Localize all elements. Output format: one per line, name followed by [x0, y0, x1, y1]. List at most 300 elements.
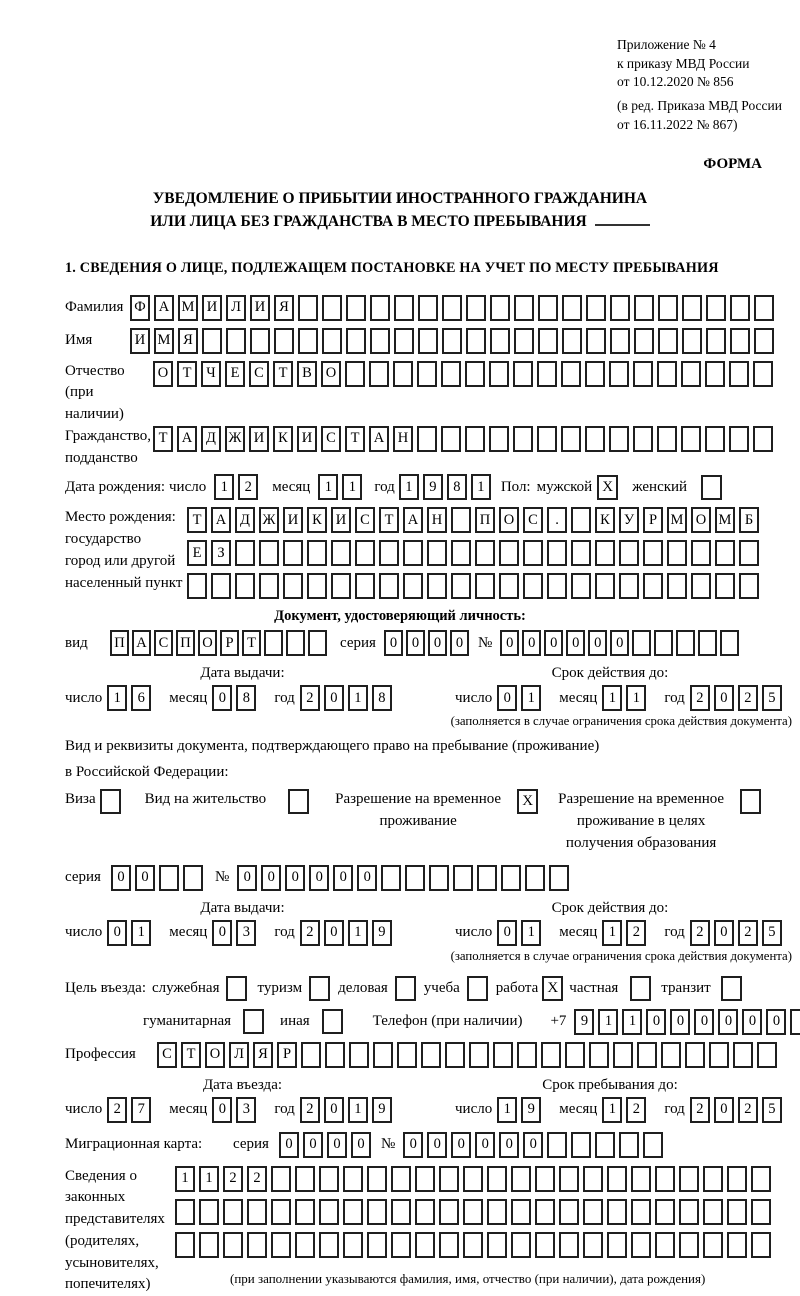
char-cell[interactable]: 0	[714, 685, 734, 711]
char-cell[interactable]: 9	[372, 920, 392, 946]
char-cell[interactable]	[586, 295, 606, 321]
char-cell[interactable]	[511, 1232, 531, 1258]
char-cell[interactable]	[453, 865, 473, 891]
char-cell[interactable]	[415, 1199, 435, 1225]
char-cell[interactable]	[367, 1199, 387, 1225]
char-cell[interactable]	[271, 1166, 291, 1192]
char-cell[interactable]: Т	[379, 507, 399, 533]
char-cell[interactable]	[703, 1166, 723, 1192]
char-cell[interactable]: 0	[303, 1132, 323, 1158]
char-cell[interactable]	[633, 361, 653, 387]
char-cell[interactable]: 0	[428, 630, 447, 656]
char-cell[interactable]: К	[595, 507, 615, 533]
char-cell[interactable]	[439, 1232, 459, 1258]
char-cell[interactable]	[631, 1232, 651, 1258]
char-cell[interactable]	[754, 328, 774, 354]
char-cell[interactable]	[730, 295, 750, 321]
char-cell[interactable]	[634, 295, 654, 321]
char-cell[interactable]	[226, 328, 246, 354]
char-cell[interactable]	[235, 540, 255, 566]
char-cell[interactable]	[715, 540, 735, 566]
purpose-private-checkbox[interactable]	[630, 976, 651, 1001]
char-cell[interactable]	[391, 1166, 411, 1192]
char-cell[interactable]	[463, 1199, 483, 1225]
char-cell[interactable]	[706, 328, 726, 354]
char-cell[interactable]	[681, 426, 701, 452]
char-cell[interactable]	[202, 328, 222, 354]
char-cell[interactable]: 2	[238, 474, 258, 500]
char-cell[interactable]	[381, 865, 401, 891]
char-cell[interactable]: 0	[212, 685, 232, 711]
char-cell[interactable]: 0	[475, 1132, 495, 1158]
char-cell[interactable]: 1	[348, 1097, 368, 1123]
char-cell[interactable]	[547, 1132, 567, 1158]
char-cell[interactable]: 0	[718, 1009, 738, 1035]
char-cell[interactable]: 0	[324, 1097, 344, 1123]
char-cell[interactable]	[355, 540, 375, 566]
char-cell[interactable]	[271, 1232, 291, 1258]
char-cell[interactable]: М	[178, 295, 198, 321]
char-cell[interactable]: И	[130, 328, 150, 354]
char-cell[interactable]	[561, 361, 581, 387]
char-cell[interactable]: 9	[521, 1097, 541, 1123]
char-cell[interactable]	[525, 865, 545, 891]
char-cell[interactable]	[379, 540, 399, 566]
char-cell[interactable]	[535, 1232, 555, 1258]
char-cell[interactable]	[367, 1232, 387, 1258]
char-cell[interactable]	[535, 1199, 555, 1225]
char-cell[interactable]	[417, 426, 437, 452]
char-cell[interactable]: 1	[348, 685, 368, 711]
char-cell[interactable]	[720, 630, 739, 656]
char-cell[interactable]: О	[499, 507, 519, 533]
char-cell[interactable]	[489, 361, 509, 387]
char-cell[interactable]: А	[132, 630, 151, 656]
char-cell[interactable]: С	[157, 1042, 177, 1068]
char-cell[interactable]: 2	[690, 685, 710, 711]
char-cell[interactable]: 8	[372, 685, 392, 711]
char-cell[interactable]	[487, 1166, 507, 1192]
char-cell[interactable]: И	[297, 426, 317, 452]
char-cell[interactable]	[439, 1199, 459, 1225]
char-cell[interactable]	[631, 1199, 651, 1225]
char-cell[interactable]	[477, 865, 497, 891]
char-cell[interactable]	[537, 426, 557, 452]
char-cell[interactable]: 1	[626, 685, 646, 711]
char-cell[interactable]	[517, 1042, 537, 1068]
char-cell[interactable]	[589, 1042, 609, 1068]
char-cell[interactable]: П	[475, 507, 495, 533]
char-cell[interactable]	[235, 573, 255, 599]
char-cell[interactable]	[729, 361, 749, 387]
char-cell[interactable]	[394, 328, 414, 354]
char-cell[interactable]	[523, 573, 543, 599]
char-cell[interactable]: Я	[274, 295, 294, 321]
char-cell[interactable]	[451, 573, 471, 599]
char-cell[interactable]	[607, 1199, 627, 1225]
char-cell[interactable]: 0	[327, 1132, 347, 1158]
char-cell[interactable]	[451, 540, 471, 566]
char-cell[interactable]	[682, 328, 702, 354]
char-cell[interactable]	[367, 1166, 387, 1192]
char-cell[interactable]	[657, 426, 677, 452]
char-cell[interactable]: 2	[107, 1097, 127, 1123]
char-cell[interactable]	[427, 540, 447, 566]
char-cell[interactable]: 8	[236, 685, 256, 711]
char-cell[interactable]	[511, 1199, 531, 1225]
char-cell[interactable]	[307, 573, 327, 599]
char-cell[interactable]	[451, 507, 471, 533]
char-cell[interactable]	[355, 573, 375, 599]
char-cell[interactable]	[405, 865, 425, 891]
char-cell[interactable]	[667, 573, 687, 599]
char-cell[interactable]	[757, 1042, 777, 1068]
char-cell[interactable]	[499, 573, 519, 599]
char-cell[interactable]	[183, 865, 203, 891]
char-cell[interactable]: 0	[714, 920, 734, 946]
char-cell[interactable]: 0	[357, 865, 377, 891]
char-cell[interactable]: 1	[602, 685, 622, 711]
char-cell[interactable]: 1	[622, 1009, 642, 1035]
purpose-study-checkbox[interactable]	[467, 976, 488, 1001]
char-cell[interactable]: 6	[131, 685, 151, 711]
char-cell[interactable]	[547, 573, 567, 599]
char-cell[interactable]: Т	[345, 426, 365, 452]
char-cell[interactable]	[442, 328, 462, 354]
char-cell[interactable]: 0	[285, 865, 305, 891]
char-cell[interactable]: 7	[131, 1097, 151, 1123]
char-cell[interactable]	[199, 1232, 219, 1258]
char-cell[interactable]	[657, 361, 677, 387]
char-cell[interactable]: А	[154, 295, 174, 321]
char-cell[interactable]	[691, 573, 711, 599]
char-cell[interactable]: 0	[333, 865, 353, 891]
male-checkbox[interactable]: X	[597, 475, 618, 500]
char-cell[interactable]: 0	[427, 1132, 447, 1158]
char-cell[interactable]	[421, 1042, 441, 1068]
char-cell[interactable]	[403, 540, 423, 566]
char-cell[interactable]	[583, 1232, 603, 1258]
char-cell[interactable]	[739, 540, 759, 566]
char-cell[interactable]: Ж	[259, 507, 279, 533]
char-cell[interactable]: 0	[714, 1097, 734, 1123]
char-cell[interactable]: 1	[131, 920, 151, 946]
char-cell[interactable]	[211, 573, 231, 599]
char-cell[interactable]	[679, 1232, 699, 1258]
char-cell[interactable]	[283, 540, 303, 566]
char-cell[interactable]: 1	[602, 920, 622, 946]
char-cell[interactable]	[427, 573, 447, 599]
char-cell[interactable]: С	[355, 507, 375, 533]
purpose-official-checkbox[interactable]	[226, 976, 247, 1001]
char-cell[interactable]	[349, 1042, 369, 1068]
char-cell[interactable]	[655, 1166, 675, 1192]
char-cell[interactable]: Ж	[225, 426, 245, 452]
char-cell[interactable]	[727, 1199, 747, 1225]
char-cell[interactable]: К	[273, 426, 293, 452]
char-cell[interactable]	[370, 328, 390, 354]
char-cell[interactable]	[562, 295, 582, 321]
char-cell[interactable]	[259, 573, 279, 599]
char-cell[interactable]: 0	[135, 865, 155, 891]
residence-permit-checkbox[interactable]	[288, 789, 309, 814]
char-cell[interactable]: С	[154, 630, 173, 656]
char-cell[interactable]	[417, 361, 437, 387]
char-cell[interactable]	[271, 1199, 291, 1225]
char-cell[interactable]: 1	[497, 1097, 517, 1123]
char-cell[interactable]	[463, 1232, 483, 1258]
char-cell[interactable]: 0	[566, 630, 585, 656]
char-cell[interactable]	[634, 328, 654, 354]
char-cell[interactable]: Ф	[130, 295, 150, 321]
char-cell[interactable]: 2	[690, 1097, 710, 1123]
char-cell[interactable]: 0	[212, 920, 232, 946]
char-cell[interactable]	[247, 1232, 267, 1258]
char-cell[interactable]	[487, 1199, 507, 1225]
char-cell[interactable]	[489, 426, 509, 452]
char-cell[interactable]: И	[250, 295, 270, 321]
char-cell[interactable]	[541, 1042, 561, 1068]
char-cell[interactable]	[562, 328, 582, 354]
char-cell[interactable]: 2	[247, 1166, 267, 1192]
char-cell[interactable]: 0	[237, 865, 257, 891]
char-cell[interactable]	[159, 865, 179, 891]
char-cell[interactable]: 2	[300, 920, 320, 946]
char-cell[interactable]: С	[523, 507, 543, 533]
char-cell[interactable]	[319, 1199, 339, 1225]
purpose-work-checkbox[interactable]: X	[542, 976, 563, 1001]
char-cell[interactable]	[790, 1009, 800, 1035]
char-cell[interactable]: В	[297, 361, 317, 387]
char-cell[interactable]	[475, 540, 495, 566]
char-cell[interactable]	[319, 1232, 339, 1258]
char-cell[interactable]	[679, 1199, 699, 1225]
char-cell[interactable]	[595, 540, 615, 566]
char-cell[interactable]	[295, 1166, 315, 1192]
char-cell[interactable]	[679, 1166, 699, 1192]
char-cell[interactable]: О	[321, 361, 341, 387]
char-cell[interactable]	[286, 630, 305, 656]
char-cell[interactable]: 0	[497, 920, 517, 946]
char-cell[interactable]	[346, 328, 366, 354]
char-cell[interactable]	[298, 328, 318, 354]
char-cell[interactable]	[632, 630, 651, 656]
purpose-other-checkbox[interactable]	[322, 1009, 343, 1034]
char-cell[interactable]: Е	[187, 540, 207, 566]
char-cell[interactable]	[445, 1042, 465, 1068]
char-cell[interactable]: Н	[393, 426, 413, 452]
char-cell[interactable]	[295, 1199, 315, 1225]
char-cell[interactable]: П	[110, 630, 129, 656]
char-cell[interactable]: 0	[544, 630, 563, 656]
female-checkbox[interactable]	[701, 475, 722, 500]
char-cell[interactable]: 9	[372, 1097, 392, 1123]
char-cell[interactable]: Я	[253, 1042, 273, 1068]
char-cell[interactable]: 0	[406, 630, 425, 656]
char-cell[interactable]: 0	[403, 1132, 423, 1158]
char-cell[interactable]	[730, 328, 750, 354]
char-cell[interactable]	[393, 361, 413, 387]
char-cell[interactable]: 0	[107, 920, 127, 946]
char-cell[interactable]	[667, 540, 687, 566]
char-cell[interactable]	[391, 1199, 411, 1225]
char-cell[interactable]	[751, 1199, 771, 1225]
char-cell[interactable]	[727, 1166, 747, 1192]
char-cell[interactable]: 2	[738, 1097, 758, 1123]
char-cell[interactable]	[187, 573, 207, 599]
char-cell[interactable]	[465, 426, 485, 452]
char-cell[interactable]: У	[619, 507, 639, 533]
char-cell[interactable]	[706, 295, 726, 321]
char-cell[interactable]	[715, 573, 735, 599]
char-cell[interactable]	[441, 361, 461, 387]
char-cell[interactable]: Я	[178, 328, 198, 354]
char-cell[interactable]: А	[211, 507, 231, 533]
char-cell[interactable]: 2	[626, 1097, 646, 1123]
char-cell[interactable]: Т	[273, 361, 293, 387]
char-cell[interactable]	[643, 540, 663, 566]
char-cell[interactable]	[415, 1232, 435, 1258]
char-cell[interactable]	[538, 328, 558, 354]
char-cell[interactable]: 1	[399, 474, 419, 500]
char-cell[interactable]	[298, 295, 318, 321]
char-cell[interactable]: 1	[199, 1166, 219, 1192]
char-cell[interactable]	[418, 328, 438, 354]
char-cell[interactable]: 0	[694, 1009, 714, 1035]
char-cell[interactable]	[613, 1042, 633, 1068]
char-cell[interactable]: 0	[384, 630, 403, 656]
char-cell[interactable]	[559, 1166, 579, 1192]
char-cell[interactable]	[585, 426, 605, 452]
char-cell[interactable]	[703, 1232, 723, 1258]
char-cell[interactable]	[609, 426, 629, 452]
char-cell[interactable]: 5	[762, 685, 782, 711]
char-cell[interactable]: 2	[223, 1166, 243, 1192]
char-cell[interactable]	[429, 865, 449, 891]
char-cell[interactable]	[343, 1199, 363, 1225]
char-cell[interactable]	[403, 573, 423, 599]
char-cell[interactable]: Т	[181, 1042, 201, 1068]
char-cell[interactable]	[595, 1132, 615, 1158]
char-cell[interactable]	[283, 573, 303, 599]
char-cell[interactable]	[346, 295, 366, 321]
char-cell[interactable]: 0	[646, 1009, 666, 1035]
char-cell[interactable]: И	[249, 426, 269, 452]
char-cell[interactable]: 8	[447, 474, 467, 500]
char-cell[interactable]	[691, 540, 711, 566]
char-cell[interactable]	[391, 1232, 411, 1258]
char-cell[interactable]	[441, 426, 461, 452]
char-cell[interactable]	[325, 1042, 345, 1068]
char-cell[interactable]: 3	[236, 920, 256, 946]
char-cell[interactable]: Н	[427, 507, 447, 533]
char-cell[interactable]: Р	[643, 507, 663, 533]
char-cell[interactable]	[633, 426, 653, 452]
char-cell[interactable]: 1	[175, 1166, 195, 1192]
char-cell[interactable]: 5	[762, 920, 782, 946]
char-cell[interactable]: 0	[451, 1132, 471, 1158]
char-cell[interactable]: 0	[309, 865, 329, 891]
char-cell[interactable]: 1	[521, 685, 541, 711]
char-cell[interactable]: 0	[588, 630, 607, 656]
char-cell[interactable]	[319, 1166, 339, 1192]
char-cell[interactable]	[559, 1232, 579, 1258]
char-cell[interactable]: Т	[177, 361, 197, 387]
char-cell[interactable]	[493, 1042, 513, 1068]
char-cell[interactable]: 0	[610, 630, 629, 656]
char-cell[interactable]	[514, 328, 534, 354]
char-cell[interactable]: 1	[107, 685, 127, 711]
char-cell[interactable]: Р	[277, 1042, 297, 1068]
char-cell[interactable]	[247, 1199, 267, 1225]
char-cell[interactable]: О	[153, 361, 173, 387]
char-cell[interactable]: 0	[670, 1009, 690, 1035]
char-cell[interactable]: Т	[153, 426, 173, 452]
char-cell[interactable]	[259, 540, 279, 566]
purpose-business-checkbox[interactable]	[395, 976, 416, 1001]
char-cell[interactable]	[331, 540, 351, 566]
char-cell[interactable]	[739, 573, 759, 599]
char-cell[interactable]	[343, 1166, 363, 1192]
char-cell[interactable]	[751, 1232, 771, 1258]
char-cell[interactable]	[727, 1232, 747, 1258]
char-cell[interactable]	[331, 573, 351, 599]
char-cell[interactable]	[466, 295, 486, 321]
char-cell[interactable]: 2	[738, 685, 758, 711]
char-cell[interactable]: 9	[423, 474, 443, 500]
char-cell[interactable]	[547, 540, 567, 566]
char-cell[interactable]: Д	[201, 426, 221, 452]
char-cell[interactable]: 0	[324, 685, 344, 711]
visa-checkbox[interactable]	[100, 789, 121, 814]
char-cell[interactable]	[676, 630, 695, 656]
char-cell[interactable]	[585, 361, 605, 387]
char-cell[interactable]: Т	[242, 630, 261, 656]
char-cell[interactable]	[345, 361, 365, 387]
char-cell[interactable]	[643, 1132, 663, 1158]
char-cell[interactable]	[583, 1166, 603, 1192]
char-cell[interactable]	[658, 295, 678, 321]
char-cell[interactable]: 0	[212, 1097, 232, 1123]
char-cell[interactable]: 1	[521, 920, 541, 946]
char-cell[interactable]	[439, 1166, 459, 1192]
char-cell[interactable]: М	[667, 507, 687, 533]
char-cell[interactable]	[487, 1232, 507, 1258]
char-cell[interactable]: 0	[261, 865, 281, 891]
char-cell[interactable]: А	[403, 507, 423, 533]
char-cell[interactable]	[751, 1166, 771, 1192]
char-cell[interactable]	[607, 1232, 627, 1258]
char-cell[interactable]: 0	[499, 1132, 519, 1158]
temp-residence-education-checkbox[interactable]	[740, 789, 761, 814]
char-cell[interactable]	[571, 1132, 591, 1158]
char-cell[interactable]: 1	[342, 474, 362, 500]
char-cell[interactable]: М	[715, 507, 735, 533]
purpose-humanitarian-checkbox[interactable]	[243, 1009, 264, 1034]
char-cell[interactable]	[643, 573, 663, 599]
char-cell[interactable]	[537, 361, 557, 387]
char-cell[interactable]	[559, 1199, 579, 1225]
char-cell[interactable]: 2	[626, 920, 646, 946]
char-cell[interactable]: И	[331, 507, 351, 533]
char-cell[interactable]	[223, 1232, 243, 1258]
temp-residence-checkbox[interactable]: X	[517, 789, 538, 814]
char-cell[interactable]	[661, 1042, 681, 1068]
char-cell[interactable]: И	[283, 507, 303, 533]
char-cell[interactable]	[469, 1042, 489, 1068]
char-cell[interactable]	[442, 295, 462, 321]
char-cell[interactable]: 1	[471, 474, 491, 500]
